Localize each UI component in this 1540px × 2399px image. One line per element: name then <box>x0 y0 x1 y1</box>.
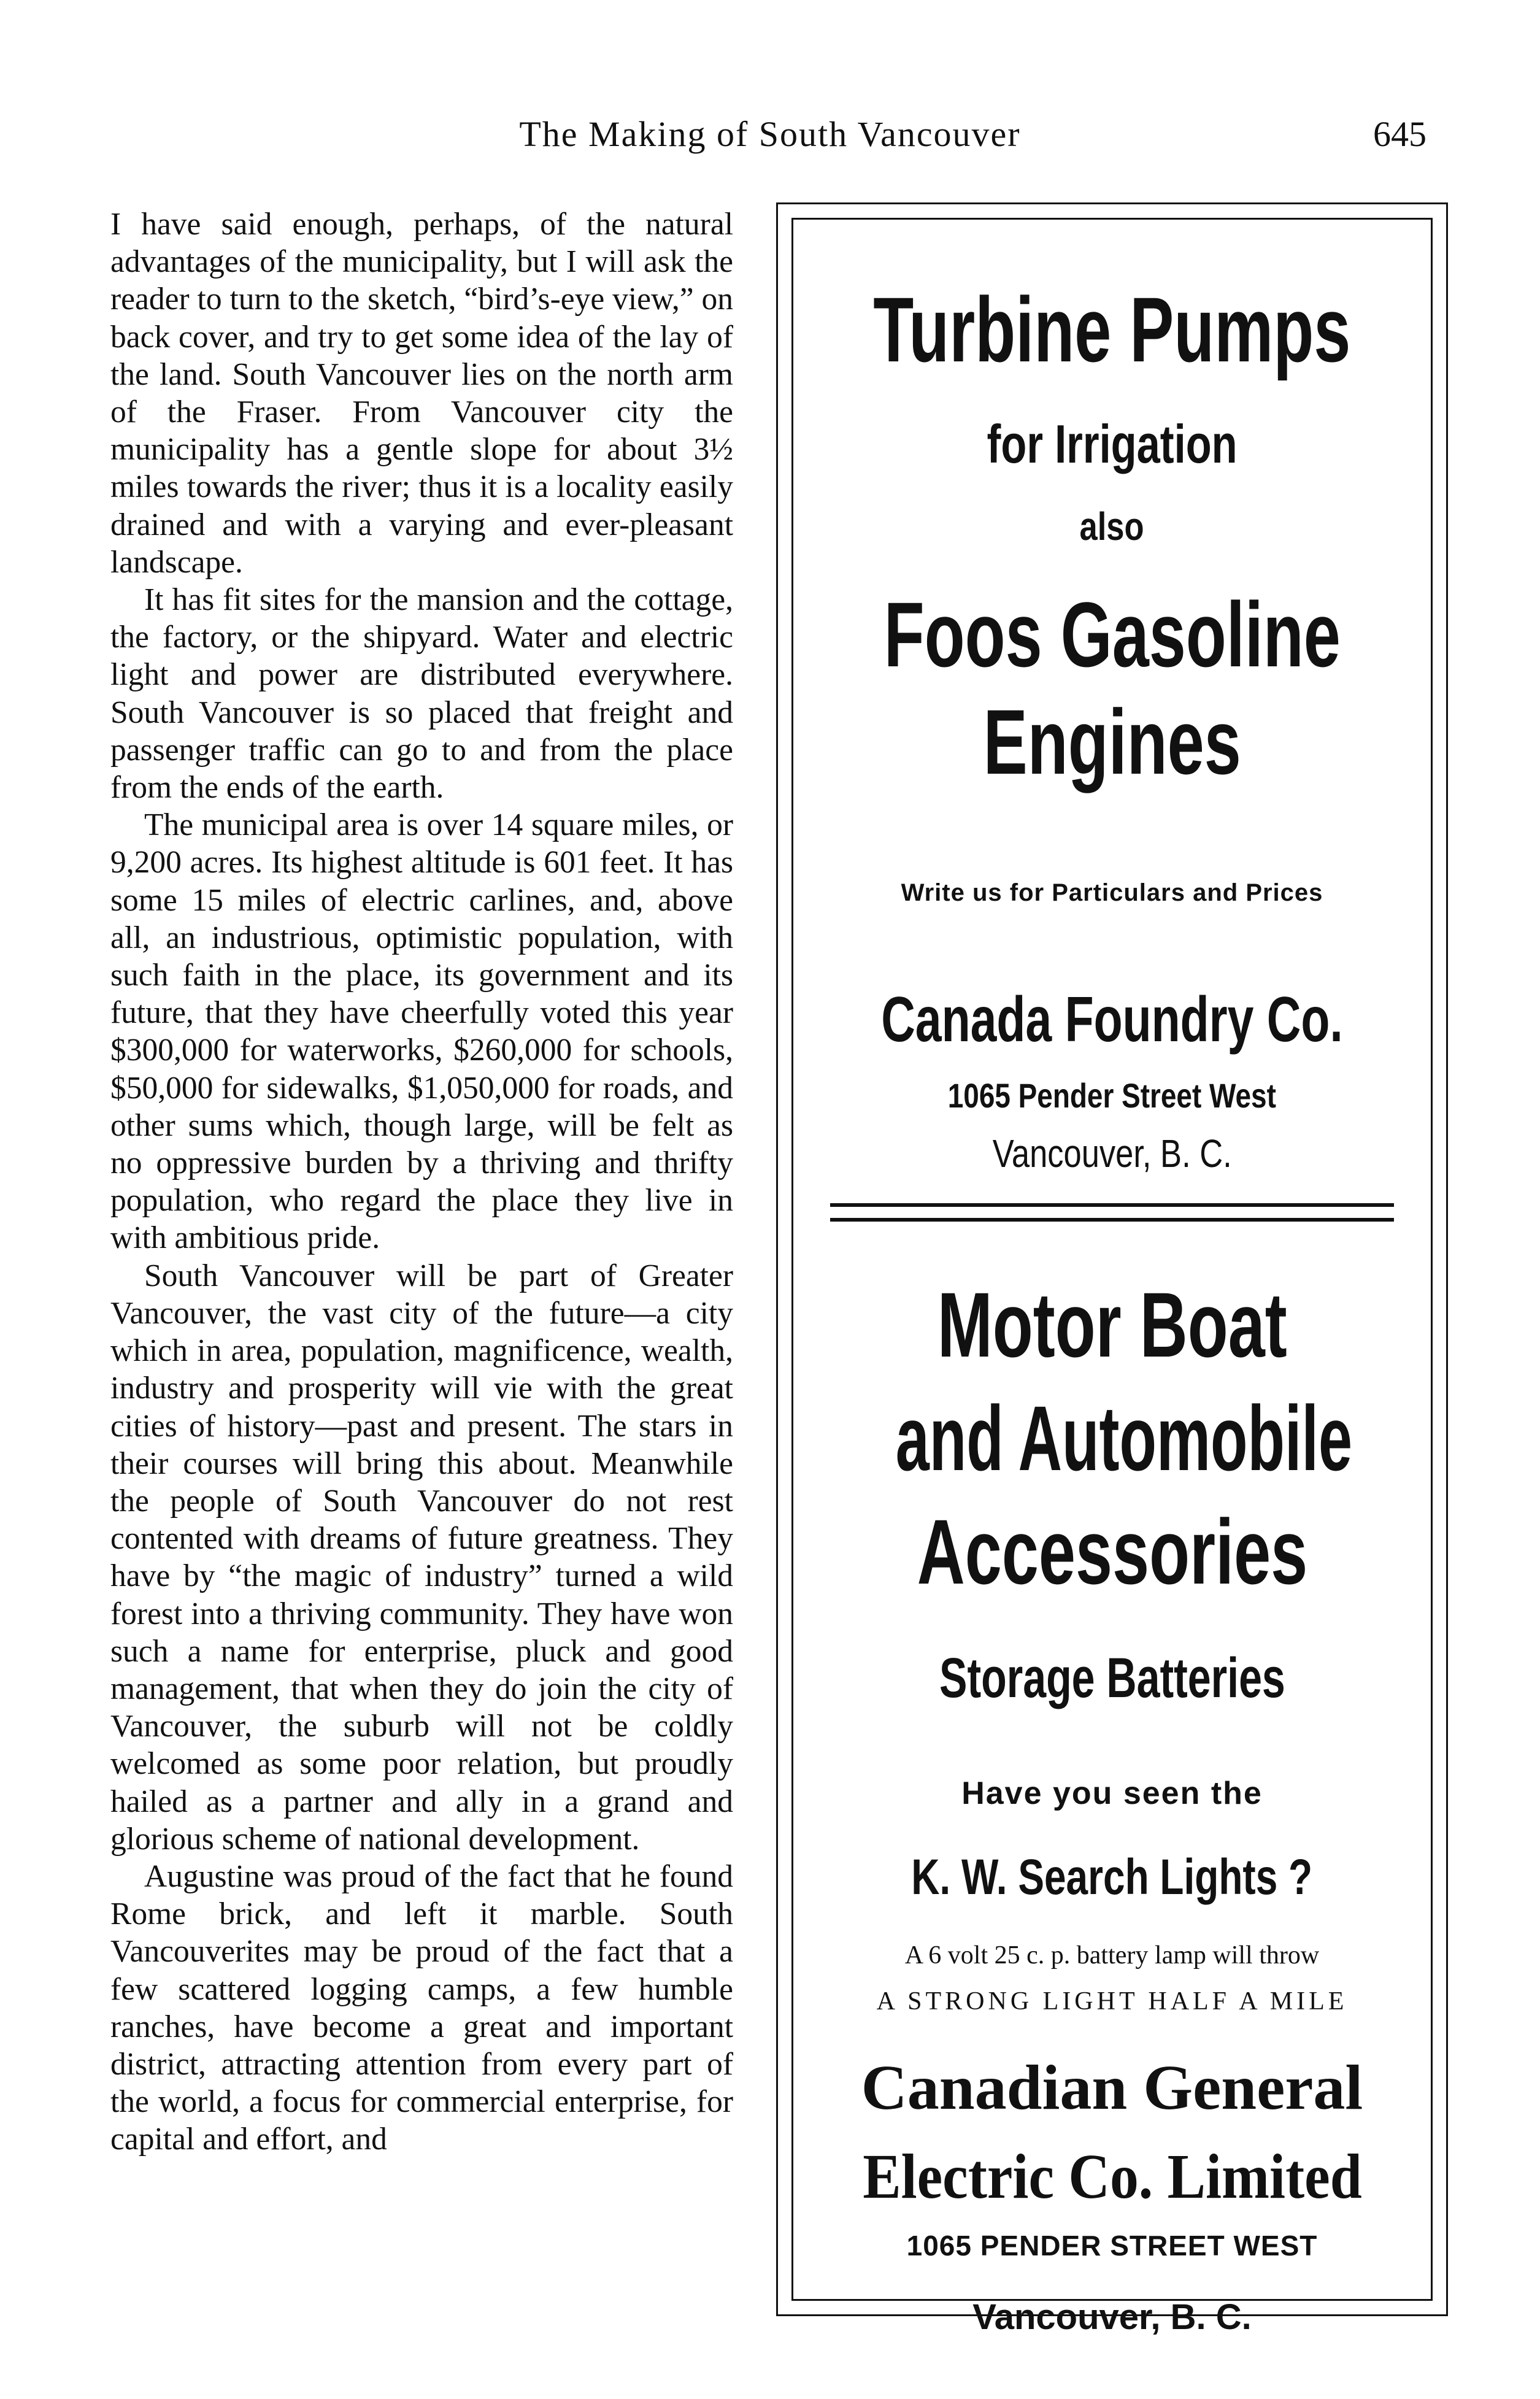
article-paragraph: The municipal area is over 14 square miles, or 9,200 acres. Its highest altitude is 601 feet. It has some 15 miles of electric carlines, and, above all, an industrious, optimistic population, with such faith in the place, its government and its future, that they have cheerfully voted this year $300,000 for waterworks, $260,000 for schools, $50,000 for sidewalks, $1,050,000 for roads, and other sums which, though large, will be felt as no oppressive burden by a thriving and thrifty population, who regard the place they live in with ambitious pride. <box>110 807 733 1256</box>
ad2-headline-1-text: Motor Boat <box>937 1273 1287 1376</box>
ad2-question-1 <box>778 1775 1446 1812</box>
ad2-question-2-text: K. W. Search Lights ? <box>911 1849 1313 1905</box>
ad-address <box>778 1076 1446 1115</box>
ad-address-text: 1065 Pender Street West <box>947 1076 1277 1115</box>
ad-subheadline-text: for Irrigation <box>987 414 1238 474</box>
ad-headline-2b <box>778 689 1446 795</box>
ad2-detail-1 <box>778 1941 1446 1970</box>
ad2-headline-2-text: and Automobile <box>895 1387 1353 1490</box>
ad2-company-2 <box>778 2140 1446 2213</box>
ad2-headline-1 <box>778 1272 1446 1378</box>
ad-company <box>778 984 1446 1057</box>
article-column <box>110 206 733 2158</box>
ad2-detail-1-text: A 6 volt 25 c. p. battery lamp will throw <box>904 1941 1320 1970</box>
ad-headline-2 <box>778 582 1446 688</box>
ad-city-text: Vancouver, B. C. <box>992 1131 1232 1176</box>
ad-company-text: Canada Foundry Co. <box>881 984 1343 1055</box>
ad2-headline-3-text: Accessories <box>917 1500 1307 1603</box>
ad-headline-2-line-2: Engines <box>983 690 1241 793</box>
ad2-headline-3 <box>778 1499 1446 1605</box>
ad2-question-2 <box>778 1849 1446 1906</box>
ad2-company-1-text: Canadian General <box>861 2052 1363 2123</box>
ad2-detail-2 <box>778 1987 1446 2016</box>
ad-also-text: also <box>1079 504 1145 549</box>
page-title: The Making of South Vancouver <box>519 114 1021 154</box>
ad2-sub <box>778 1646 1446 1711</box>
advertisement-frame <box>776 202 1448 2337</box>
ad-headline-2-line-1: Foos Gasoline <box>884 583 1341 686</box>
article-paragraph: It has fit sites for the mansion and the cottage, the factory, or the shipyard. Water and electric light and power are distributed everywhere. South Vancouver is so placed that freight and passenger traffic can go to and from the place from the ends of the earth. <box>110 582 733 806</box>
ad-city <box>778 1131 1446 1176</box>
ad2-headline-2 <box>778 1385 1446 1492</box>
article-paragraph: I have said enough, perhaps, of the natural advantages of the municipality, but I will ask the reader to turn to the sketch, “bird’s-eye view,” on back cover, and try to get some idea of the lay of the land. South Vancouver lies on the north arm of the Fraser. From Vancouver city the municipality has a gentle slope for about 3½ miles towards the river; thus it is a locality easily drained and with a varying and ever-pleasant landscape. <box>110 207 733 580</box>
ad2-city <box>778 2297 1446 2338</box>
ad2-address <box>778 2229 1446 2262</box>
ad2-company-1 <box>778 2051 1446 2124</box>
ad2-city-text: Vancouver, B. C. <box>972 2297 1252 2337</box>
ad-also <box>778 504 1446 549</box>
ad2-address-text: 1065 PENDER STREET WEST <box>906 2230 1318 2262</box>
ad-headline <box>778 277 1446 383</box>
ad-tagline-text: Write us for Particulars and Prices <box>901 879 1323 906</box>
article-paragraph: Augustine was proud of the fact that he found Rome brick, and left it marble. South Vancouverites may be proud of the fact that a few scattered logging camps, a few humble ranches, have become a great and important district, attracting attention from every part of the world, a focus for commercial enterprise, for capital and effort, and <box>110 1858 733 2157</box>
ad2-detail-2-text: A STRONG LIGHT HALF A MILE <box>876 1987 1348 2016</box>
ad2-company-2-text: Electric Co. Limited <box>862 2141 1362 2212</box>
ad-tagline <box>778 879 1446 907</box>
ad-headline-text: Turbine Pumps <box>873 278 1351 381</box>
page-number: 645 <box>1373 114 1426 154</box>
ad-divider <box>830 1203 1394 1222</box>
ad2-question-1-text: Have you seen the <box>961 1776 1263 1811</box>
ad-subheadline <box>778 413 1446 476</box>
ad2-sub-text: Storage Batteries <box>939 1647 1285 1709</box>
article-paragraph: South Vancouver will be part of Greater Vancouver, the vast city of the future—a city which in area, population, magnificence, wealth, industry and prosperity will vie with the great cities of history—past and present. The stars in their courses will bring this about. Meanwhile the people of South Vancouver do not rest contented with dreams of future greatness. They have by “the magic of industry” turned a wild forest into a thriving community. They have won such a name for enterprise, pluck and good management, that when they do join the city of Vancouver, the suburb will not be coldly welcomed as some poor relation, but proudly hailed as a partner and ally in a grand and glorious scheme of national development. <box>110 1258 733 1857</box>
